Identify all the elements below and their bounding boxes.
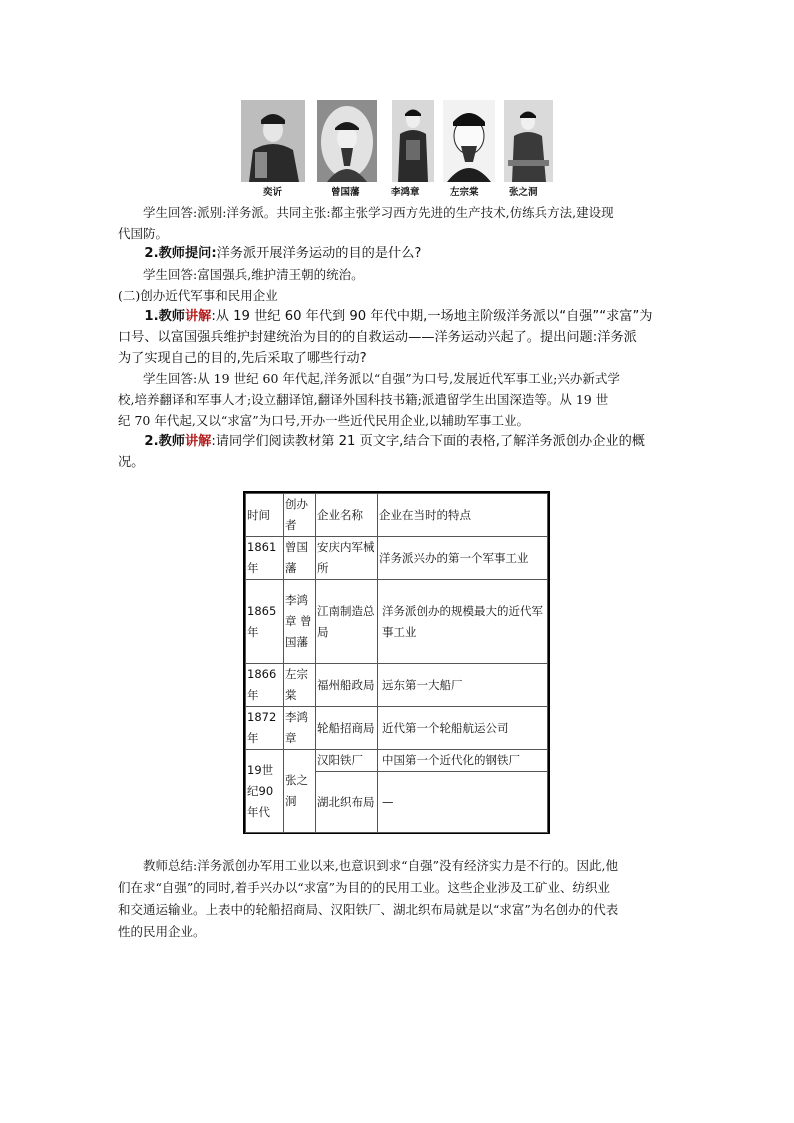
table-cell: 1872年	[246, 707, 284, 750]
table-cell: 汉阳铁厂	[316, 750, 378, 772]
text-line: 校,培养翻译和军事人才;设立翻译馆,翻译外国科技书籍;派遣留学生出国深造等。从 19 世	[118, 392, 609, 407]
paragraph-student-answer-2	[118, 264, 678, 285]
text-line: 口号、以富国强兵维护封建统治为目的的自救运动——洋务运动兴起了。提出问题:洋务派	[118, 330, 637, 345]
table-cell: 1866年	[246, 664, 284, 707]
table-row	[246, 707, 548, 750]
table-cell: 洋务派创办的规模最大的近代军事工业	[378, 580, 548, 664]
table-cell: 左宗棠	[284, 664, 316, 707]
table-cell: 李鸿章 曾国藩	[284, 580, 316, 664]
section-heading	[118, 285, 678, 306]
caption-zuo-zongtang: 左宗棠	[450, 187, 479, 198]
header-cell: 企业在当时的特点	[378, 494, 548, 537]
lecture-number: 1.教师	[144, 309, 185, 324]
table-cell: 福州船政局	[316, 664, 378, 707]
question-text: 洋务派开展洋务运动的目的是什么?	[216, 246, 422, 261]
table-row	[246, 664, 548, 707]
table-row	[246, 537, 548, 580]
paragraph-student-answer-3	[118, 368, 678, 431]
table-cell: 张之洞	[284, 750, 316, 833]
enterprise-table	[243, 491, 550, 834]
table-cell: 远东第一大船厂	[378, 664, 548, 707]
text-line: 学生回答:派别:洋务派。共同主张:都主张学习西方先进的生产技术,仿练兵方法,建设现	[143, 205, 614, 220]
paragraph-teacher-lecture-1	[118, 306, 678, 369]
portrait-strip	[241, 100, 553, 200]
lecture-label: 讲解	[184, 434, 212, 449]
text-line: 代国防。	[118, 226, 169, 241]
caption-zeng-guofan: 曾国藩	[331, 187, 360, 198]
table-cell: 19世纪90年代	[246, 750, 284, 833]
lecture-label: 讲解	[184, 309, 212, 324]
paragraph-teacher-question-2	[118, 243, 678, 264]
table-cell: 1865年	[246, 580, 284, 664]
question-number: 2.教师提问:	[144, 246, 217, 261]
table-cell: 轮船招商局	[316, 707, 378, 750]
paragraph-teacher-lecture-2	[118, 431, 678, 473]
text-line: 教师总结:洋务派创办军用工业以来,也意识到求“自强”没有经济实力是不行的。因此,他	[143, 858, 618, 873]
text-line: :请同学们阅读教材第 21 页文字,结合下面的表格,了解洋务派创办企业的概	[211, 434, 645, 449]
portrait-zhang-zhidong	[504, 100, 553, 182]
portrait-zeng-guofan	[317, 100, 377, 182]
paragraph-teacher-summary	[118, 855, 678, 943]
table-row	[246, 580, 548, 664]
header-cell: 企业名称	[316, 494, 378, 537]
paragraph-student-answer-1	[118, 202, 678, 244]
table-cell: 近代第一个轮船航运公司	[378, 707, 548, 750]
table-cell: 安庆内军械所	[316, 537, 378, 580]
table-cell: 湖北织布局	[316, 772, 378, 833]
text-line: 学生回答:富国强兵,维护清王朝的统治。	[143, 267, 364, 282]
lecture-number: 2.教师	[144, 434, 185, 449]
table-cell: 曾国藩	[284, 537, 316, 580]
table-cell: 江南制造总局	[316, 580, 378, 664]
caption-zhang-zhidong: 张之洞	[509, 187, 538, 198]
table-cell: —	[378, 772, 548, 833]
text-line: 纪 70 年代起,又以“求富”为口号,开办一些近代民用企业,以辅助军事工业。	[118, 413, 530, 428]
text-line: 况。	[118, 455, 145, 470]
table-cell: 1861年	[246, 537, 284, 580]
text-line: 性的民用企业。	[118, 924, 206, 939]
caption-yixin: 奕䜣	[263, 187, 283, 198]
text-line: 和交通运输业。上表中的轮船招商局、汉阳铁厂、湖北织布局就是以“求富”为名创办的代表	[118, 902, 619, 917]
portrait-li-hongzhang	[392, 100, 434, 182]
table-row	[246, 750, 548, 772]
portrait-zuo-zongtang	[443, 100, 495, 182]
table-header-row	[246, 494, 548, 537]
portrait-yixin	[241, 100, 305, 182]
section-title: (二)创办近代军事和民用企业	[118, 288, 278, 303]
text-line: :从 19 世纪 60 年代到 90 年代中期,一场地主阶级洋务派以“自强”“求富”为	[211, 309, 653, 324]
table-cell: 李鸿章	[284, 707, 316, 750]
table-cell: 中国第一个近代化的钢铁厂	[378, 750, 548, 772]
header-cell: 创办者	[284, 494, 316, 537]
table-cell: 洋务派兴办的第一个军事工业	[378, 537, 548, 580]
caption-li-hongzhang: 李鸿章	[391, 187, 420, 198]
text-line: 们在求“自强”的同时,着手兴办以“求富”为目的的民用工业。这些企业涉及工矿业、纺织业	[118, 880, 611, 895]
header-cell: 时间	[246, 494, 284, 537]
text-line: 学生回答:从 19 世纪 60 年代起,洋务派以“自强”为口号,发展近代军事工业;兴办新式学	[143, 371, 620, 386]
text-line: 为了实现自己的目的,先后采取了哪些行动?	[118, 351, 367, 366]
